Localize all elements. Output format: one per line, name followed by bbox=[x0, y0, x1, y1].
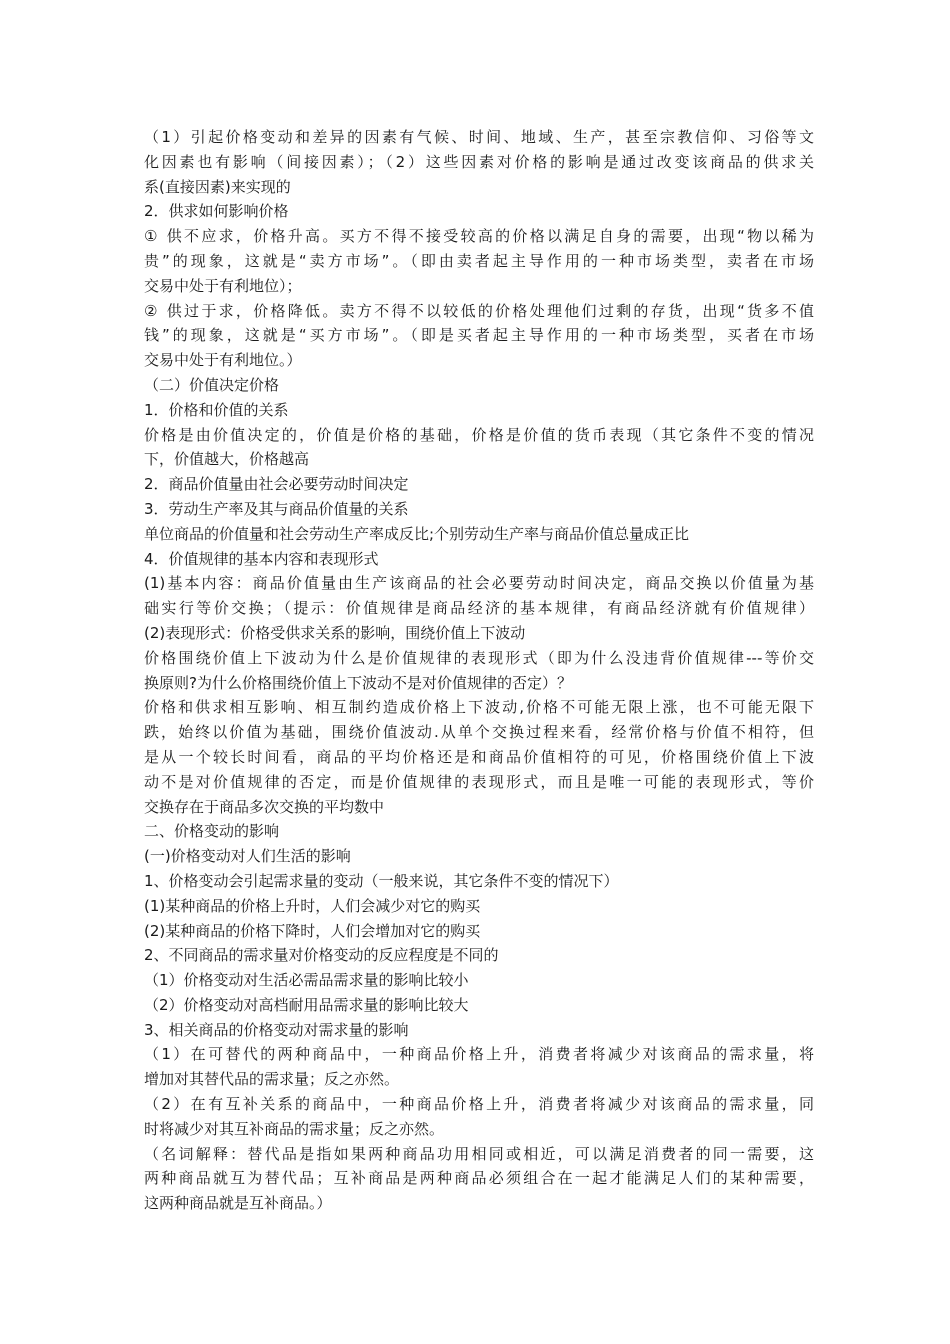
text-line: (1)某种商品的价格上升时，人们会减少对它的购买 bbox=[144, 896, 481, 915]
text-line: (一)价格变动对人们生活的影响 bbox=[144, 847, 351, 866]
text-line: 贵”的现象，这就是“卖方市场”。（即由卖者起主导作用的一种市场类型，卖者在市场 bbox=[144, 251, 814, 270]
text-line: 单位商品的价值量和社会劳动生产率成反比;个别劳动生产率与商品价值总量成正比 bbox=[144, 524, 690, 543]
text-line: ① 供不应求，价格升高。买方不得不接受较高的价格以满足自身的需要，出现“物以稀为 bbox=[144, 227, 814, 246]
text-line: 换原则?为什么价格围绕价值上下波动不是对价值规律的否定）？ bbox=[144, 673, 572, 692]
text-line: 交易中处于有利地位。） bbox=[144, 351, 302, 370]
text-line: （2）在有互补关系的商品中，一种商品价格上升，消费者将减少对该商品的需求量，同 bbox=[144, 1095, 814, 1114]
text-line: 这两种商品就是互补商品。） bbox=[144, 1194, 332, 1213]
text-line: 两种商品就互为替代品；互补商品是两种商品必须组合在一起才能满足人们的某种需要， bbox=[144, 1169, 814, 1188]
text-line: （1）价格变动对生活必需品需求量的影响比较小 bbox=[144, 971, 469, 990]
text-line: 础实行等价交换；（提示：价值规律是商品经济的基本规律，有商品经济就有价值规律） bbox=[144, 599, 814, 618]
document-body bbox=[144, 125, 814, 1216]
text-line: 跌，始终以价值为基础，围绕价值波动.从单个交换过程来看，经常价格与价值不相符，但 bbox=[144, 723, 814, 742]
text-line: 是从一个较长时间看，商品的平均价格还是和商品价值相符的可见，价格围绕价值上下波 bbox=[144, 747, 814, 766]
text-line: 1、价格变动会引起需求量的变动（一般来说，其它条件不变的情况下） bbox=[144, 871, 619, 890]
text-line: (2)表现形式：价格受供求关系的影响，围绕价值上下波动 bbox=[144, 623, 526, 642]
text-line: 增加对其替代品的需求量；反之亦然。 bbox=[144, 1070, 400, 1089]
text-line: （名词解释：替代品是指如果两种商品功用相同或相近，可以满足消费者的同一需要，这 bbox=[144, 1144, 814, 1163]
text-line: 价格和供求相互影响、相互制约造成价格上下波动,价格不可能无限上涨，也不可能无限下 bbox=[144, 698, 814, 717]
text-line: 4．价值规律的基本内容和表现形式 bbox=[144, 549, 379, 568]
text-line: 2．商品价值量由社会必要劳动时间决定 bbox=[144, 475, 409, 494]
text-line: 交换存在于商品多次交换的平均数中 bbox=[144, 797, 385, 816]
text-line: (1)基本内容：商品价值量由生产该商品的社会必要劳动时间决定，商品交换以价值量为基 bbox=[144, 574, 814, 593]
text-line: 系(直接因素)来实现的 bbox=[144, 177, 291, 196]
text-line: 交易中处于有利地位）； bbox=[144, 276, 302, 295]
text-line: （2）价格变动对高档耐用品需求量的影响比较大 bbox=[144, 995, 469, 1014]
text-line: 时将减少对其互补商品的需求量；反之亦然。 bbox=[144, 1119, 445, 1138]
text-line: 3．劳动生产率及其与商品价值量的关系 bbox=[144, 499, 409, 518]
text-line: (2)某种商品的价格下降时，人们会增加对它的购买 bbox=[144, 921, 481, 940]
text-line: 2、不同商品的需求量对价格变动的反应程度是不同的 bbox=[144, 946, 499, 965]
text-line: 价格围绕价值上下波动为什么是价值规律的表现形式（即为什么没违背价值规律---等价交 bbox=[144, 648, 814, 667]
text-line: （1）引起价格变动和差异的因素有气候、时间、地域、生产，甚至宗教信仰、习俗等文 bbox=[144, 128, 814, 146]
text-line: 3、相关商品的价格变动对需求量的影响 bbox=[144, 1020, 409, 1039]
text-line: 1．价格和价值的关系 bbox=[144, 400, 289, 419]
text-line: （1）在可替代的两种商品中，一种商品价格上升，消费者将减少对该商品的需求量，将 bbox=[144, 1045, 814, 1064]
text-line: 钱”的现象，这就是“买方市场”。（即是买者起主导作用的一种市场类型，买者在市场 bbox=[144, 326, 814, 345]
text-line: （二）价值决定价格 bbox=[144, 375, 280, 394]
text-line: 下，价值越大，价格越高 bbox=[144, 450, 310, 469]
text-line: 动不是对价值规律的否定，而是价值规律的表现形式，而且是唯一可能的表现形式，等价 bbox=[144, 772, 814, 791]
text-line: 二、价格变动的影响 bbox=[144, 822, 280, 841]
text-line: 2．供求如何影响价格 bbox=[144, 202, 289, 221]
text-line: 价格是由价值决定的，价值是价格的基础，价格是价值的货币表现（其它条件不变的情况 bbox=[144, 425, 814, 444]
text-line: ② 供过于求，价格降低。卖方不得不以较低的价格处理他们过剩的存货，出现“货多不值 bbox=[144, 301, 814, 320]
text-line: 化因素也有影响（间接因素）；（2）这些因素对价格的影响是通过改变该商品的供求关 bbox=[144, 152, 814, 171]
